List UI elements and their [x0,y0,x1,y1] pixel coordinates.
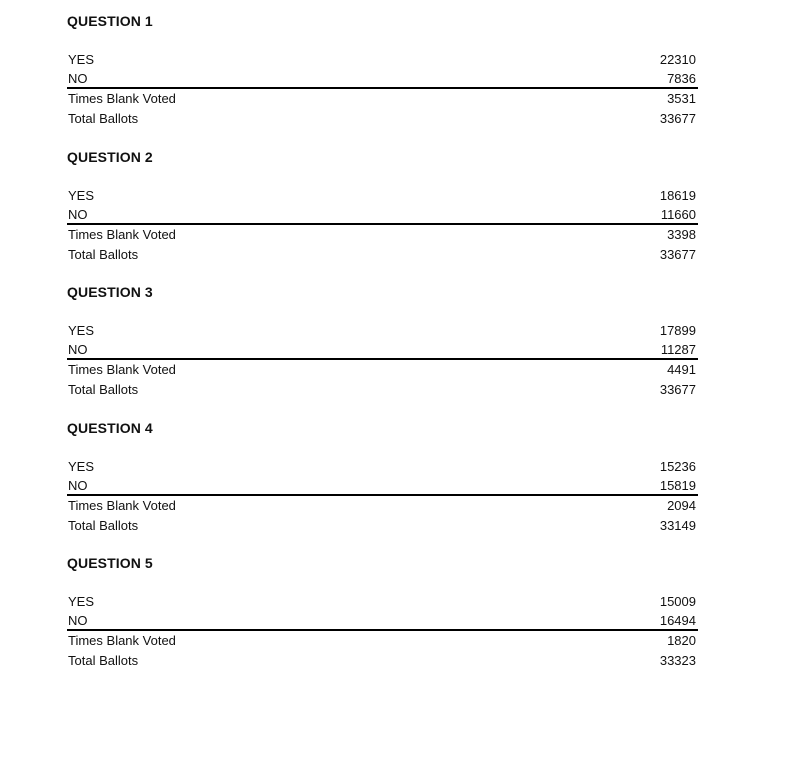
row-label: Times Blank Voted [68,633,176,648]
row-value: 7836 [667,70,696,86]
row-label: Times Blank Voted [68,227,176,242]
question-title: QUESTION 4 [67,420,153,436]
result-row-blank [67,496,698,516]
row-value: 17899 [659,323,696,338]
row-value: 15009 [659,594,696,609]
row-label: NO [68,477,88,493]
row-label: YES [68,594,95,609]
row-value: 4491 [667,362,696,377]
results-table [67,592,698,670]
question-title: QUESTION 1 [67,13,153,29]
row-value: 11660 [660,206,696,222]
row-label: Times Blank Voted [68,498,176,513]
row-label: YES [68,459,95,474]
result-row-blank [67,225,698,245]
row-label: Total Ballots [68,246,139,262]
row-label: YES [68,52,95,67]
result-row-no [67,70,698,90]
row-value: 3531 [667,91,696,106]
row-value: 33677 [659,110,696,126]
question-3-section [67,282,698,399]
row-label: NO [68,206,88,222]
result-row-yes [67,457,698,477]
question-title: QUESTION 2 [67,149,153,165]
question-title: QUESTION 3 [67,284,153,300]
row-label: NO [68,70,88,86]
result-row-yes [67,186,698,206]
question-title: QUESTION 5 [67,555,153,571]
result-row-blank [67,89,698,109]
row-value: 15819 [659,477,696,493]
result-row-total [67,245,698,265]
result-row-yes [67,50,698,70]
result-row-total [67,651,698,671]
row-value: 33323 [659,652,696,668]
row-label: Total Ballots [68,517,139,533]
row-value: 16494 [659,612,696,628]
results-table [67,50,698,128]
row-label: Times Blank Voted [68,91,176,106]
result-row-blank [67,631,698,651]
row-value: 33149 [659,517,696,533]
row-value: 18619 [659,188,696,203]
row-value: 15236 [659,459,696,474]
row-value: 22310 [659,52,696,67]
results-table [67,321,698,399]
result-row-no [67,612,698,632]
row-value: 11287 [660,341,696,357]
results-table [67,457,698,535]
row-label: Times Blank Voted [68,362,176,377]
question-4-section [67,418,698,535]
result-row-no [67,341,698,361]
row-label: Total Ballots [68,381,139,397]
result-row-no [67,206,698,226]
row-value: 3398 [667,227,696,242]
question-1-section [67,11,698,128]
result-row-yes [67,321,698,341]
result-row-yes [67,592,698,612]
result-row-total [67,516,698,536]
row-label: YES [68,188,95,203]
row-value: 33677 [659,246,696,262]
result-row-total [67,109,698,129]
results-table [67,186,698,264]
row-value: 33677 [659,381,696,397]
row-label: NO [68,612,88,628]
row-label: YES [68,323,95,338]
result-row-no [67,477,698,497]
row-label: NO [68,341,88,357]
row-label: Total Ballots [68,110,139,126]
question-5-section [67,553,698,670]
row-value: 2094 [667,498,696,513]
result-row-blank [67,360,698,380]
result-row-total [67,380,698,400]
question-2-section [67,147,698,264]
row-value: 1820 [667,633,696,648]
row-label: Total Ballots [68,652,139,668]
